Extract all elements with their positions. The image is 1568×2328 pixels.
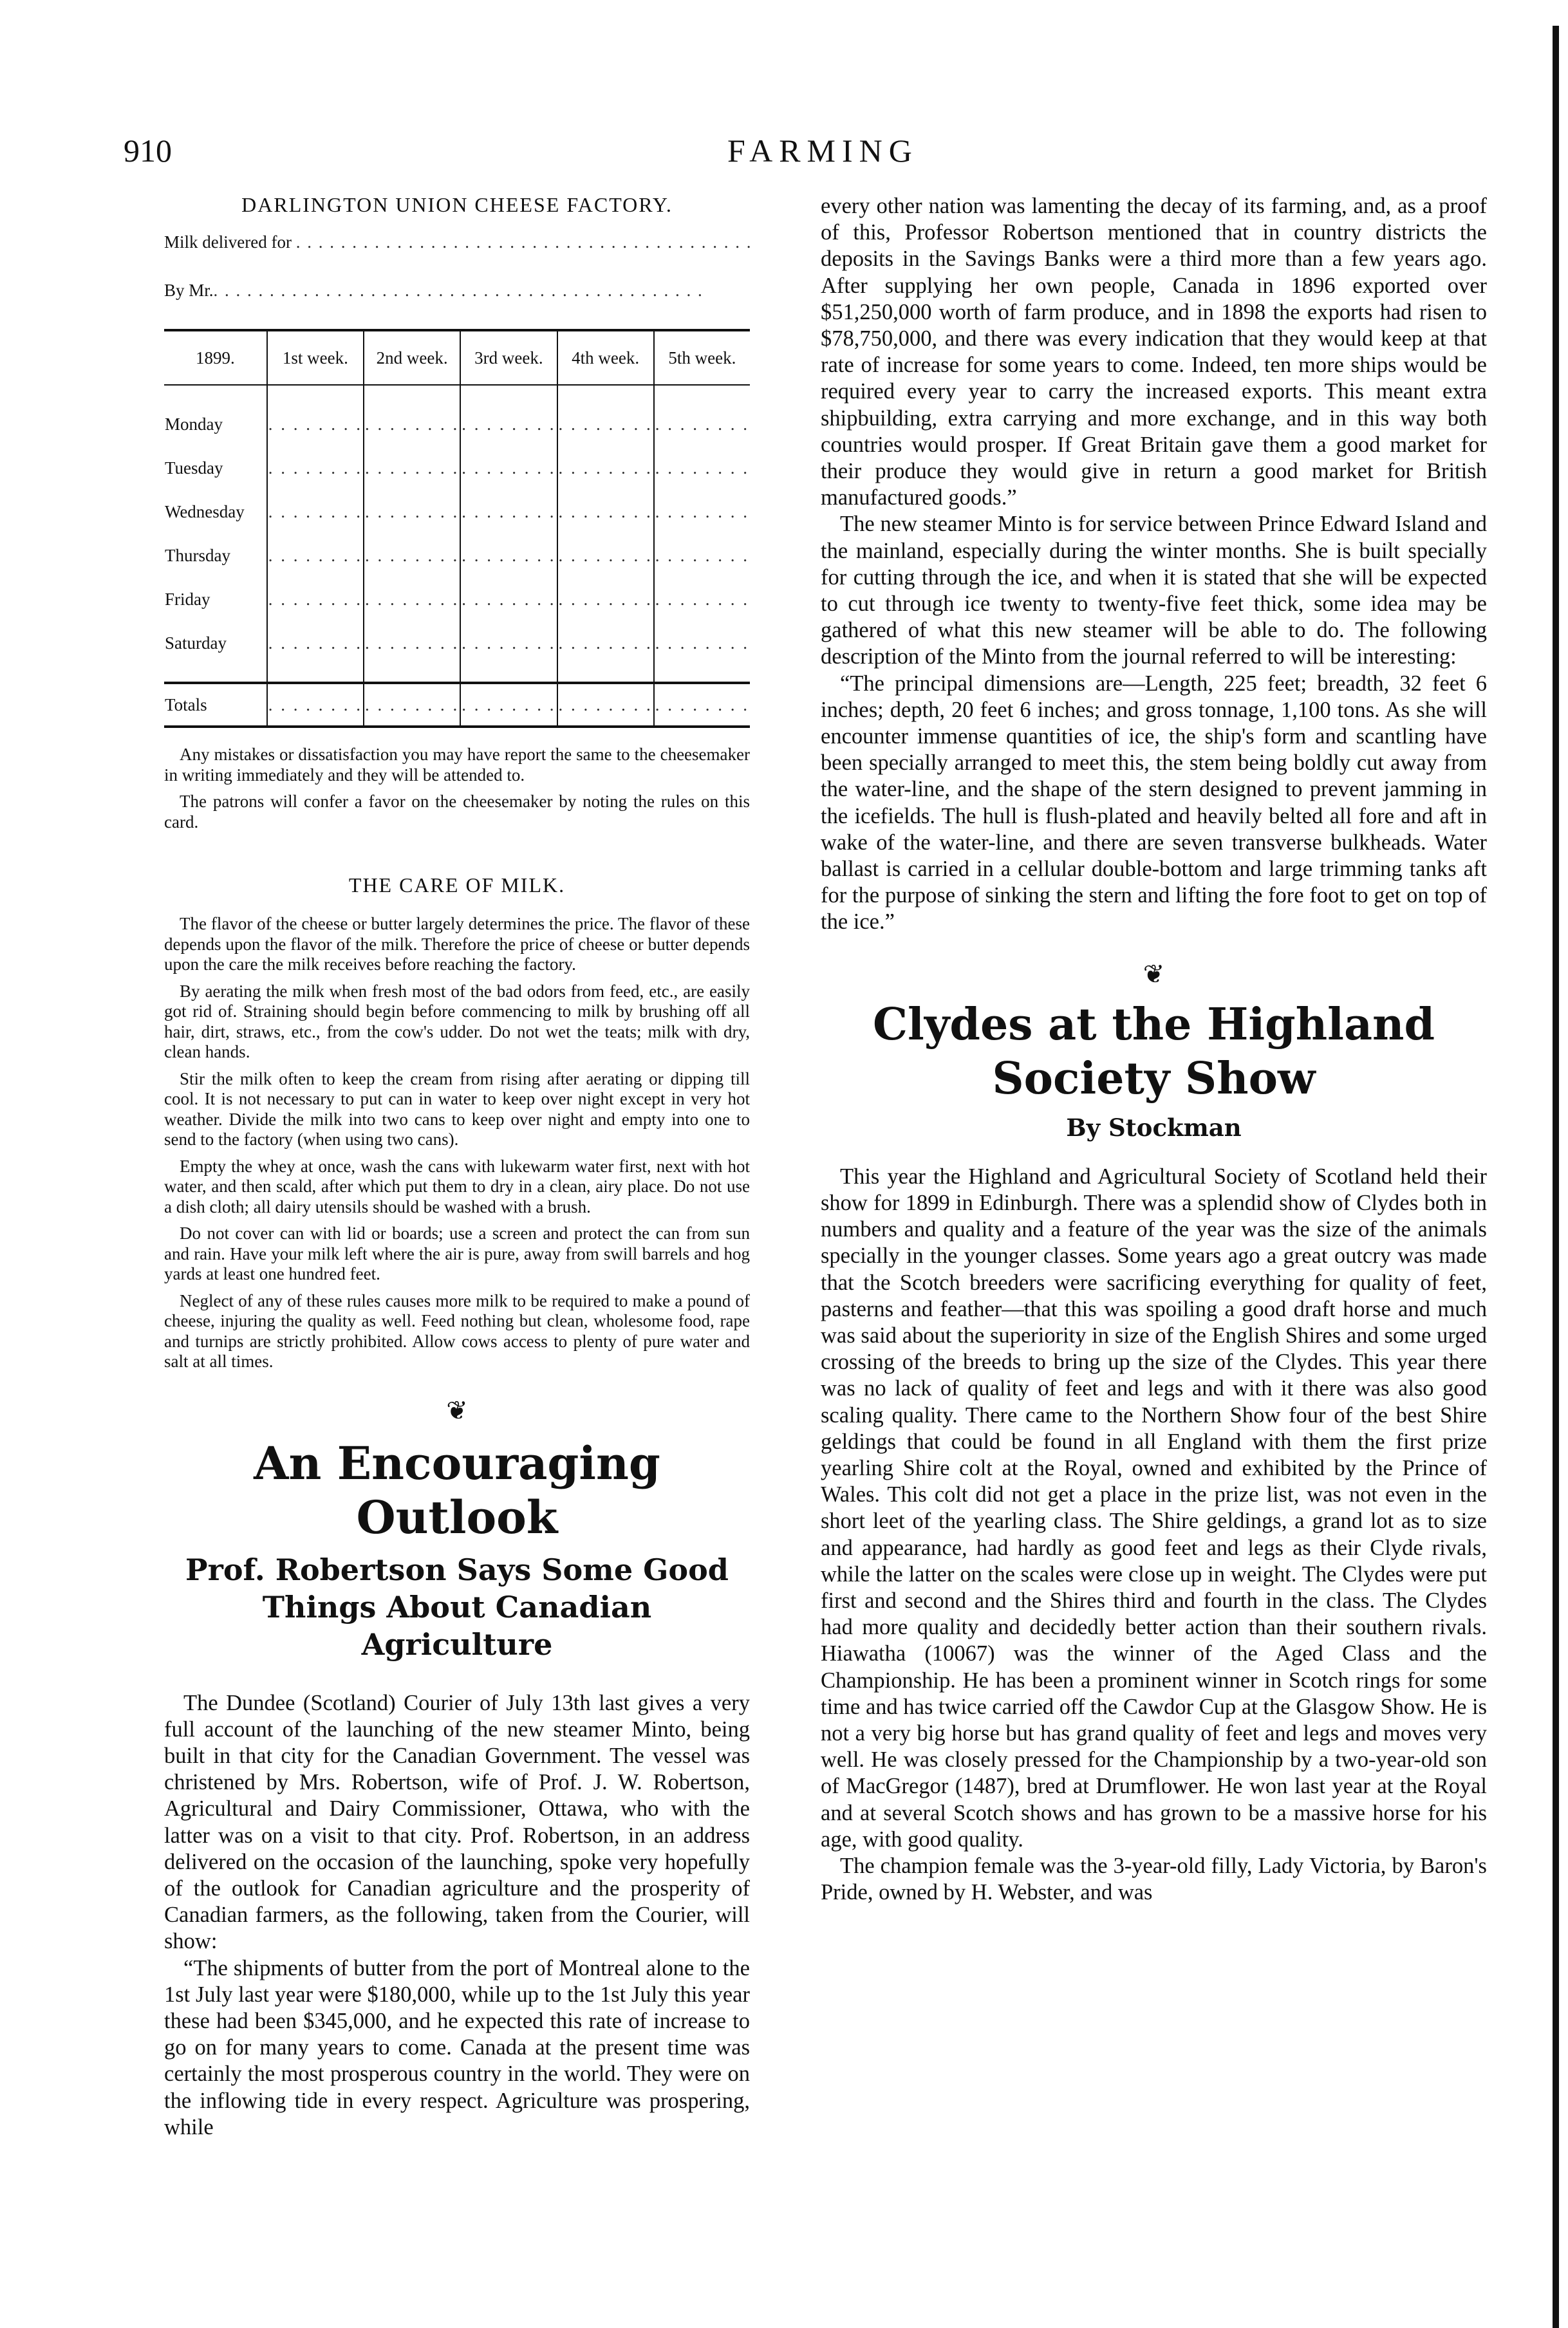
week-header: 1st week.	[267, 330, 364, 385]
article-paragraph: every other nation was lamenting the decay of its farming, and, as a proof of this, Professor Robertson mentioned that in country districts the deposits in the Savings Banks were a third more than a few years ago. After supplying her own people, Canada in 1896 exported over $51,250,000 worth of farm produce, and in 1898 the exports had risen to $78,750,000, and there was every indication that they would keep at that rate of increase for some years to come. Indeed, ten more ships would be required every year to carry the increased exports. This meant extra shipbuilding, extra carrying and more exchange, and in this way both countries would prosper. If Great Britain gave them a good market for their produce they would give in return a good market for British manufactured goods.”	[821, 194, 1487, 510]
article-title: Clydes at the Highland Society Show	[872, 998, 1435, 1104]
rule-paragraph: Do not cover can with lid or boards; use a screen and protect the can from sun and rain. Have your milk left where the air is pure, away from swill barrels and hog yards at least one hundred feet.	[164, 1224, 750, 1283]
article-paragraph: “The principal dimensions are—Length, 225 feet; breadth, 32 feet 6 inches; depth, 20 feet 6 inches; and gross tonnage, 1,100 tons. As she will encounter immense quantities of ice, the ship's form and scantling have been specially arranged to meet this, the stem being boldly cut away from the water-line, and the shape of the stern designed to prevent jamming in the icefields. The hull is flush-plated and heavily belted all fore and aft in wake of the water-line, and there are seven transverse bulkheads. Water ballast is carried in a cellular double-bottom and large trimming tanks aft for the purpose of sinking the stern and lifting the fore foot to get on top of the ice.”	[821, 671, 1487, 935]
entry-cell: . . . . . . . .	[267, 621, 364, 665]
right-column	[821, 193, 1487, 1906]
table-spacer-row	[164, 385, 750, 402]
running-title: FARMING	[727, 133, 919, 169]
table-row	[164, 534, 750, 577]
article-paragraph: This year the Highland and Agricultural Society of Scotland held their show for 1899 in Edinburgh. There was a splendid show of Clydes both in numbers and quality and a feature of the year was the size of the animals specially in the younger classes. Some years ago a great outcry was made that the Scotch breeders were sacrificing everything for quality of feet, pasterns and feather—that this was spoiling a good draft horse and much was said about the superiority in size of the English Shires and some urged crossing of the breeds to bring up the size of the Clydes. This year there was no lack of quality of feet and legs and with it there was also good scaling quality. There came to the Northern Show four of the best Shire geldings that could be found in all England with them the first prize yearling Shire colt at the Royal, owned and exhibited by the Prince of Wales. This colt did not get a place in the prize list, was not even in the short leet of the yearling class. The Shire geldings, a grand lot as to size and appearance, had hardly as good feet and legs as their Clyde rivals, while the latter on the scales were close up in weight. The Clydes were put first and second and the Shires third and fourth in the class. The Clydes had more quality and decidedly better action than their southern rivals. Hiawatha (10067) was the winner of the Aged Class and the Championship. He has been a prominent winner in Scotch rings for some time and has twice carried off the Cawdor Cup at the Glasgow Show. He is not a very big horse but has grand quality of feet and legs and moves very well. He was closely pressed for the Championship by a two-year-old son of MacGregor (1487), bred at Drumflower. He won last year at the Royal and at several Scotch shows and has grown to be a massive horse for his age, with good quality.	[821, 1164, 1487, 1852]
entry-cell: . . . . . . . .	[654, 577, 750, 621]
entry-cell: . . . . . . . .	[654, 683, 750, 727]
entry-cell: . . . . . . . .	[364, 446, 460, 490]
article-byline: By Stockman	[1066, 1113, 1242, 1142]
day-label: Wednesday	[165, 501, 245, 521]
rule-paragraph: The flavor of the cheese or butter largely determines the price. The flavor of these depends upon the flavor of the milk. Therefore the price of cheese or butter depends upon the care the milk receives before reaching the factory.	[164, 914, 750, 974]
totals-label: Totals	[164, 683, 267, 727]
day-label: Thursday	[165, 545, 230, 565]
right-margin-rule	[1553, 26, 1559, 2328]
page-number: 910	[124, 133, 172, 169]
entry-cell: . . . . . . . .	[267, 577, 364, 621]
week-header: 2nd week.	[364, 330, 460, 385]
article-continuation	[821, 193, 1487, 936]
day-label: Tuesday	[165, 458, 223, 478]
rule-paragraph: Empty the whey at once, wash the cans with lukewarm water first, next with hot water, and then scald, after which put them to dry in a clean, airy place. Do not use a dish cloth; all dairy utensils should be washed with a brush.	[164, 1156, 750, 1216]
entry-cell: . . . . . . . .	[364, 402, 460, 446]
day-label: Saturday	[165, 633, 227, 653]
table-row	[164, 621, 750, 665]
table-row	[164, 402, 750, 446]
day-label: Monday	[165, 414, 223, 434]
note-paragraph: The patrons will confer a favor on the cheesemaker by noting the rules on this card.	[164, 792, 750, 832]
entry-cell: . . . . . . . .	[267, 402, 364, 446]
entry-cell: . . . . . . . .	[654, 490, 750, 534]
by-mr-line	[164, 281, 750, 301]
table-header-row	[164, 330, 750, 385]
entry-cell: . . . . . . . .	[654, 446, 750, 490]
entry-cell: . . . . . . . .	[460, 534, 557, 577]
fleuron-ornament-icon: ❦	[446, 1395, 468, 1425]
entry-cell: . . . . . . . .	[557, 577, 654, 621]
week-header: 3rd week.	[460, 330, 557, 385]
rule-paragraph: Neglect of any of these rules causes more milk to be required to make a pound of cheese, injuring the quality as well. Feed nothing but clean, wholesome food, rape and turnips are strictly prohibited. Allow cows access to plenty of pure water and salt at all times.	[164, 1290, 750, 1371]
entry-cell: . . . . . . . .	[460, 683, 557, 727]
entry-cell: . . . . . . . .	[460, 577, 557, 621]
milk-delivered-label: Milk delivered for	[164, 232, 292, 252]
week-header: 4th week.	[557, 330, 654, 385]
care-of-milk-body	[164, 914, 750, 1372]
dotted-leader: . . . . . . . . . . . . . . . . . . . . . . . . . . . . . . . . . . . . . . . . . . . .	[213, 281, 704, 300]
milk-card-notes	[164, 745, 750, 832]
milk-card-title: DARLINGTON UNION CHEESE FACTORY.	[241, 193, 673, 216]
entry-cell: . . . . . . . .	[364, 534, 460, 577]
entry-cell: . . . . . . . .	[460, 446, 557, 490]
rule-paragraph: Stir the milk often to keep the cream from rising after aerating or dipping till cool. It is not necessary to put can in water to keep over night except in very hot weather. Divide the milk into two cans to keep over night and empty into one to send to the factory (when using two cans).	[164, 1068, 750, 1149]
week-header: 5th week.	[654, 330, 750, 385]
entry-cell: . . . . . . . .	[654, 534, 750, 577]
article-paragraph: “The shipments of butter from the port of Montreal alone to the 1st July last year were $180,000, while up to the 1st July this year these had been $345,000, and he expected this rate of increase to go on for many years to come. Canada at the present time was certainly the most prosperous country in the world. They were on the inflowing tide in every respect. Agriculture was prospering, while	[164, 1955, 750, 2139]
entry-cell: . . . . . . . .	[267, 683, 364, 727]
entry-cell: . . . . . . . .	[364, 577, 460, 621]
entry-cell: . . . . . . . .	[460, 402, 557, 446]
care-of-milk-heading: THE CARE OF MILK.	[348, 873, 566, 897]
article-subtitle: Prof. Robertson Says Some Good Things About Canadian Agriculture	[185, 1552, 729, 1662]
table-row	[164, 446, 750, 490]
entry-cell: . . . . . . . .	[557, 683, 654, 727]
entry-cell: . . . . . . . .	[557, 446, 654, 490]
milk-delivered-line	[164, 232, 750, 252]
left-column	[164, 193, 750, 2141]
entry-cell: . . . . . . . .	[654, 621, 750, 665]
day-label: Friday	[165, 589, 210, 609]
note-paragraph: Any mistakes or dissatisfaction you may have report the same to the cheesemaker in writing immediately and they will be attended to.	[164, 745, 750, 785]
table-spacer-row	[164, 665, 750, 683]
entry-cell: . . . . . . . .	[364, 621, 460, 665]
year-cell: 1899.	[164, 330, 267, 385]
article-paragraph: The Dundee (Scotland) Courier of July 13th last gives a very full account of the launching of the new steamer Minto, being built in that city for the Canadian Government. The vessel was christened by Mrs. Robertson, wife of Prof. J. W. Robertson, Agricultural and Dairy Commissioner, Ottawa, who with the latter was on a visit to that city. Prof. Robertson, in an address delivered on the occasion of the launching, spoke very hopefully of the outlook for Canadian agriculture and the prosperity of Canadian farmers, as the following, taken from the Courier, will show:	[164, 1690, 750, 1954]
entry-cell: . . . . . . . .	[460, 490, 557, 534]
entry-cell: . . . . . . . .	[557, 534, 654, 577]
fleuron-ornament-icon: ❦	[1143, 959, 1165, 989]
entry-cell: . . . . . . . .	[267, 446, 364, 490]
entry-cell: . . . . . . . .	[364, 683, 460, 727]
article-body	[821, 1164, 1487, 1906]
entry-cell: . . . . . . . .	[267, 534, 364, 577]
milk-delivery-table	[164, 329, 750, 728]
entry-cell: . . . . . . . .	[460, 621, 557, 665]
by-mr-label: By Mr.	[164, 281, 214, 300]
table-row	[164, 490, 750, 534]
entry-cell: . . . . . . . .	[267, 490, 364, 534]
entry-cell: . . . . . . . .	[654, 402, 750, 446]
article-paragraph: The new steamer Minto is for service between Prince Edward Island and the mainland, especially during the winter months. She is built specially for cutting through the ice, and when it is stated that she will be expected to cut through ice twenty to twenty-five feet thick, some idea may be gathered of what this new steamer will be able to do. The following description of the Minto from the journal referred to will be interesting:	[821, 512, 1487, 669]
table-row	[164, 577, 750, 621]
article-title: An Encouraging Outlook	[254, 1436, 660, 1544]
entry-cell: . . . . . . . .	[557, 621, 654, 665]
totals-row	[164, 683, 750, 727]
entry-cell: . . . . . . . .	[364, 490, 460, 534]
rule-paragraph: By aerating the milk when fresh most of the bad odors from feed, etc., are easily got rid of. Straining should begin before commencing to milk by brushing off all hair, dirt, straws, etc., from the cow's udder. Do not wet the teats; milk with dry, clean hands.	[164, 981, 750, 1061]
entry-cell: . . . . . . . .	[557, 490, 654, 534]
entry-cell: . . . . . . . .	[557, 402, 654, 446]
article-body	[164, 1690, 750, 2141]
dotted-leader: . . . . . . . . . . . . . . . . . . . . . . . . . . . . . . . . . . . . . . . . .	[295, 232, 752, 252]
article-paragraph: The champion female was the 3-year-old filly, Lady Victoria, by Baron's Pride, owned by H. Webster, and was	[821, 1853, 1487, 1905]
